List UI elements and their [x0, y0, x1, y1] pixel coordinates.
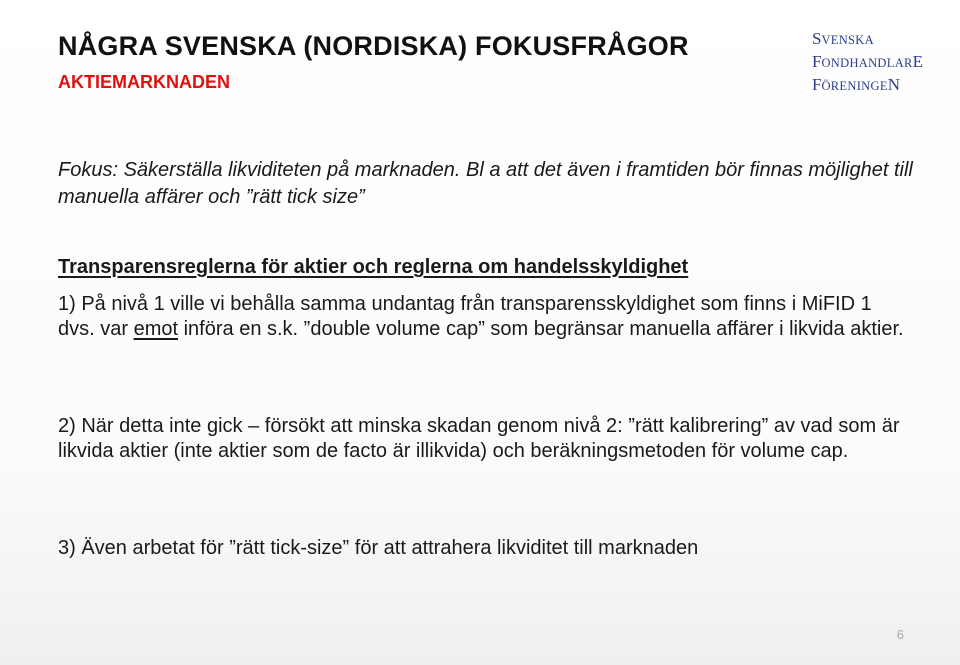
logo-line-3-rest: ÖRENINGE: [821, 79, 888, 93]
page-number: 6: [896, 627, 904, 642]
focus-statement: Fokus: Säkerställa likviditeten på marknaden. Bl a att det även i framtiden bör finnas möjlighet till manuella affärer och ”rätt tick size”: [58, 159, 913, 208]
point-1-underlined: emot: [133, 317, 179, 340]
logo-line-3-end: N: [887, 75, 901, 94]
point-1-part-1: 1) På nivå 1 ville vi behålla samma undantag från transparensskyldighet som finns i MiFID 1 dvs. var: [58, 293, 872, 340]
section-heading: Transparensreglerna för aktier och reglerna om handelsskyldighet: [58, 256, 689, 278]
logo-line-1-cap: S: [812, 29, 822, 48]
logo-line-3: [812, 74, 923, 97]
logo-line-1: [812, 28, 923, 51]
point-1: [58, 292, 908, 341]
slide-title: NÅGRA SVENSKA (NORDISKA) FOKUSFRÅGOR: [58, 31, 689, 61]
point-2: 2) När detta inte gick – försökt att minska skadan genom nivå 2: ”rätt kalibrering” av vad som är likvida aktier (inte aktier som de facto är illikvida) och beräkningsmetoden för volume cap.: [58, 415, 900, 462]
organization-logo: [812, 28, 923, 97]
logo-line-2-end: E: [912, 52, 924, 71]
logo-line-2-rest: ONDHANDLAR: [821, 56, 913, 70]
point-1-part-2: införa en s.k. ”double volume cap” som begränsar manuella affärer i likvida aktier.: [178, 317, 904, 340]
logo-line-2-cap: F: [812, 52, 822, 71]
logo-line-3-cap: F: [812, 75, 822, 94]
point-3: 3) Även arbetat för ”rätt tick-size” för att attrahera likviditet till marknaden: [58, 537, 699, 559]
slide-subtitle: AKTIEMARKNADEN: [58, 72, 230, 92]
logo-line-2: [812, 51, 923, 74]
logo-line-1-rest: VENSKA: [821, 33, 874, 47]
